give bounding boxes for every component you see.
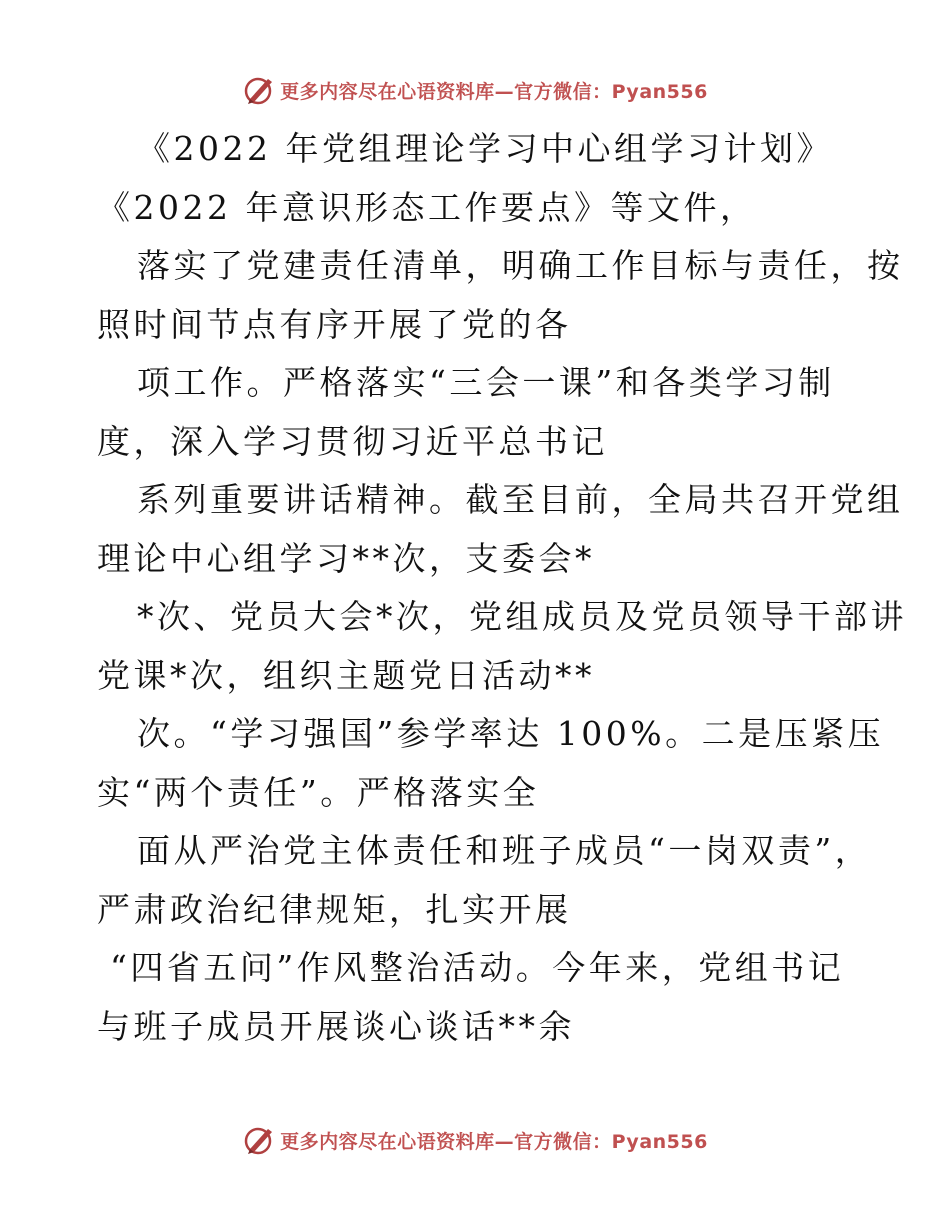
body-line: 与班子成员开展谈心谈话**余	[97, 1006, 575, 1046]
body-line: 次。“学习强国”参学率达 100%。二是压紧压	[137, 714, 885, 753]
body-line: 党课*次，组织主题党日活动**	[97, 655, 595, 695]
body-line: 严肃政治纪律规矩，扎实开展	[97, 889, 572, 929]
pen-logo-icon	[242, 73, 276, 107]
pen-logo-icon	[242, 1123, 276, 1157]
footer-watermark	[0, 1120, 950, 1160]
body-line: 系列重要讲话精神。截至目前，全局共召开党组	[137, 480, 904, 519]
body-line: *次、党员大会*次，党组成员及党员领导干部讲	[137, 597, 907, 636]
body-line: “四省五问”作风整治活动。今年来，党组书记	[110, 948, 845, 987]
body-line: 照时间节点有序开展了党的各	[97, 304, 572, 344]
body-line: 《2022 年党组理论学习中心组学习计划》	[137, 129, 833, 168]
body-line: 项工作。严格落实“三会一课”和各类学习制	[137, 363, 835, 402]
body-line: 《2022 年意识形态工作要点》等文件，	[97, 187, 757, 227]
body-line: 实“两个责任”。严格落实全	[97, 772, 540, 812]
body-line: 面从严治党主体责任和班子成员“一岗双责”，	[137, 831, 872, 870]
body-line: 度，深入学习贯彻习近平总书记	[97, 421, 608, 461]
watermark-text: 更多内容尽在心语资料库—官方微信：Pyan556	[280, 1130, 708, 1153]
header-watermark	[0, 70, 950, 110]
body-line: 理论中心组学习**次，支委会*	[97, 538, 595, 578]
document-body	[97, 120, 907, 1056]
body-line: 落实了党建责任清单，明确工作目标与责任，按	[137, 246, 904, 285]
watermark-text: 更多内容尽在心语资料库—官方微信：Pyan556	[280, 80, 708, 103]
